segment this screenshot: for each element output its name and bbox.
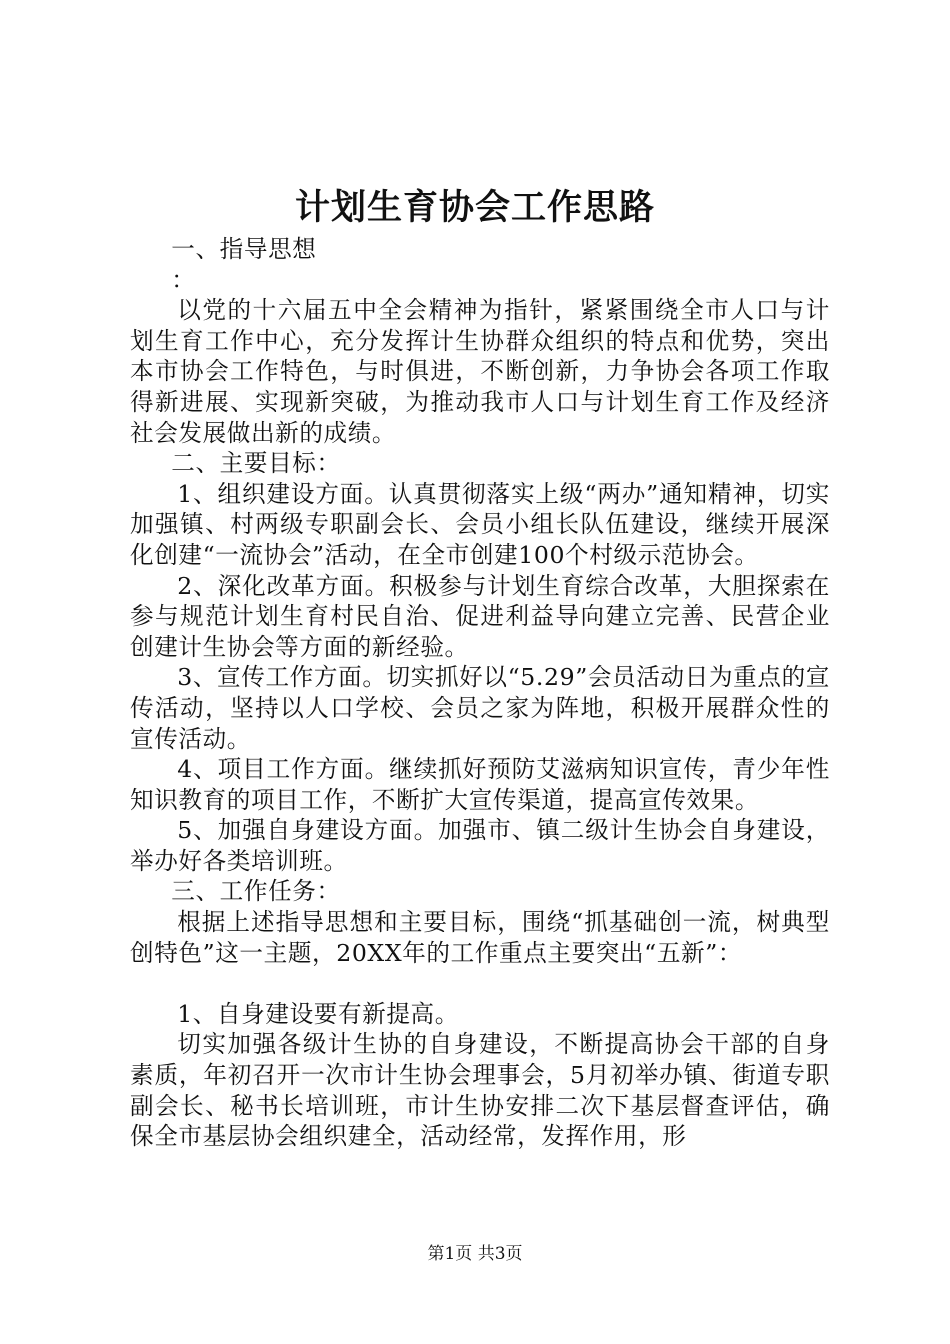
- goal-item-publicity: 3、宣传工作方面。切实抓好以“5.29”会员活动日为重点的宣传活动，坚持以人口学校、会员之家为阵地，积极开展群众性的宣传活动。: [130, 663, 830, 753]
- paragraph-tasks-intro: 根据上述指导思想和主要目标，围绕“抓基础创一流，树典型创特色”这一主题，20XX年的工作重点主要突出“五新”：: [130, 908, 830, 967]
- section-heading-guiding-ideology: 一、指导思想: [171, 235, 317, 263]
- page-footer: 第1页 共3页: [427, 1244, 523, 1264]
- section-heading-tasks: 三、工作任务：: [171, 877, 341, 906]
- goal-item-self-building: 5、加强自身建设方面。加强市、镇二级计生协会自身建设，举办好各类培训班。: [130, 816, 830, 875]
- section-heading-main-goals: 二、主要目标：: [171, 449, 341, 478]
- paragraph-self-building-detail: 切实加强各级计生协的自身建设，不断提高协会干部的自身素质，年初召开一次市计生协会理事会，5月初举办镇、街道专职副会长、秘书长培训班，市计生协安排二次下基层督查评估，确保全市基层协会组织建全，活动经常，发挥作用，形: [130, 1030, 830, 1151]
- colon-line: ：: [171, 265, 196, 294]
- blank-line: [130, 968, 830, 999]
- document-title: 计划生育协会工作思路: [294, 187, 655, 228]
- goal-item-projects: 4、项目工作方面。继续抓好预防艾滋病知识宣传，青少年性知识教育的项目工作，不断扩大宣传渠道，提高宣传效果。: [130, 755, 830, 814]
- goal-item-reform: 2、深化改革方面。积极参与计划生育综合改革，大胆探索在参与规范计划生育村民自治、促进利益导向建立完善、民营企业创建计生协会等方面的新经验。: [130, 571, 830, 661]
- document-body: [130, 234, 830, 1152]
- paragraph-guiding-ideology: 以党的十六届五中全会精神为指针，紧紧围绕全市人口与计划生育工作中心，充分发挥计生协群众组织的特点和优势，突出本市协会工作特色，与时俱进，不断创新，力争协会各项工作取得新进展、实现新突破，为推动我市人口与计划生育工作及经济社会发展做出新的成绩。: [130, 296, 830, 447]
- goal-item-organization: 1、组织建设方面。认真贯彻落实上级“两办”通知精神，切实加强镇、村两级专职副会长、会员小组长队伍建设，继续开展深化创建“一流协会”活动，在全市创建100个村级示范协会。: [130, 479, 830, 569]
- task-item-self-building: 1、自身建设要有新提高。: [177, 999, 459, 1028]
